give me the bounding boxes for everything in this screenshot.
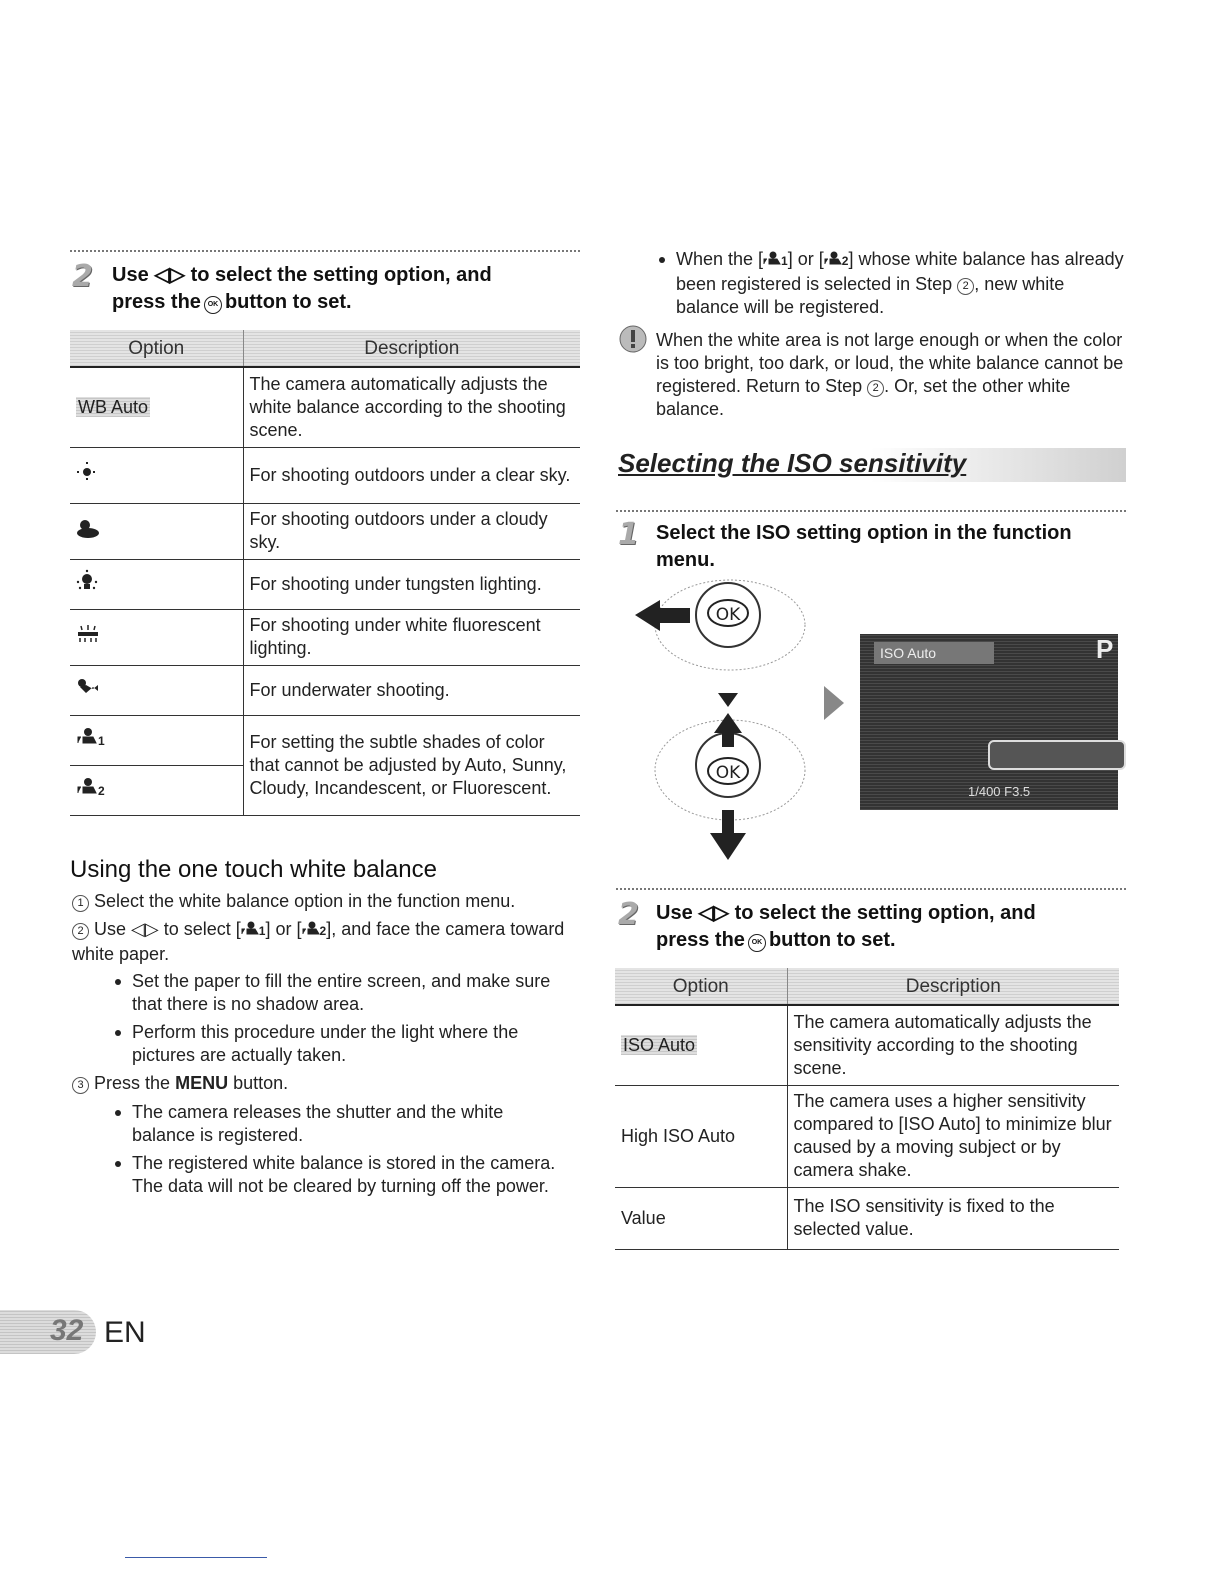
divider	[616, 888, 1126, 890]
sunny-icon	[76, 461, 98, 483]
table-row	[615, 1005, 1119, 1085]
step-instruction: Use ◁▷ to select the setting option, and press the OK button to set.	[112, 264, 492, 313]
procedure-step-2: 2 Use ◁▷ to select [ 1] or [ 2], and face the camera toward white paper.	[72, 919, 565, 964]
row-description: For shooting under white fluorescent lighting.	[243, 609, 580, 665]
row-description: For underwater shooting.	[243, 665, 580, 715]
screen-menu-label: ISO Auto	[874, 642, 994, 664]
svg-text:OK: OK	[715, 605, 741, 625]
table-row	[70, 367, 580, 447]
row-description: For shooting under tungsten lighting.	[243, 559, 580, 609]
row-description: The camera automatically adjusts the sensitivity according to the shooting scene.	[787, 1005, 1119, 1085]
screen-selection-frame	[988, 740, 1126, 770]
iso-table	[615, 968, 1119, 1250]
option-iso-auto: ISO Auto	[623, 1034, 696, 1055]
ok-button-icon: OK	[748, 934, 766, 952]
one-touch-wb2-icon	[76, 777, 98, 795]
row-description: For shooting outdoors under a cloudy sky.	[243, 503, 580, 559]
next-arrow-icon	[822, 678, 848, 728]
option-value: Value	[615, 1187, 787, 1249]
option-wb-auto: WB Auto	[78, 396, 149, 417]
one-touch-wb2-icon	[302, 921, 320, 935]
bullet-item: Set the paper to fill the entire screen, and make sure that there is no shadow area.	[132, 970, 562, 1016]
procedure-step-3: 3 Press the MENU button.	[72, 1072, 572, 1095]
step-instruction: Select the ISO setting option in the function menu.	[656, 522, 1072, 571]
control-dial-illustration	[630, 575, 830, 865]
bullet-item: When the [ 1] or [ 2] whose white balance has already been registered is selected in Step 2 , new white balance will be registered.	[676, 248, 1126, 319]
svg-text:OK: OK	[715, 763, 741, 783]
section-heading: Using the one touch white balance	[70, 856, 437, 883]
column-header-option: Option	[70, 330, 243, 367]
left-right-arrows-icon: ◁▷	[698, 902, 730, 924]
table-row	[70, 609, 580, 665]
row-description: The ISO sensitivity is fixed to the selected value.	[787, 1187, 1119, 1249]
cloudy-icon	[76, 517, 100, 539]
procedure-step-1: 1 Select the white balance option in the function menu.	[72, 890, 572, 913]
table-row	[70, 447, 580, 503]
step-number: 2	[72, 259, 93, 294]
language-code: EN	[104, 1316, 146, 1349]
one-touch-wb2-icon	[824, 251, 842, 265]
row-description: For shooting outdoors under a clear sky.	[243, 447, 580, 503]
one-touch-wb1-icon	[241, 921, 259, 935]
row-description: For setting the subtle shades of color that cannot be adjusted by Auto, Sunny, Cloudy, Incandescent, or Fluorescent.	[243, 715, 580, 815]
screen-readout: 1/400 F3.5	[968, 784, 1031, 799]
option-high-iso-auto: High ISO Auto	[615, 1085, 787, 1187]
table-row	[70, 665, 580, 715]
top-divider-left	[70, 250, 580, 252]
footer-line	[125, 1557, 267, 1558]
table-row	[615, 1187, 1119, 1249]
menu-button-label: MENU	[175, 1073, 229, 1093]
underwater-icon	[76, 677, 100, 697]
row-description: The camera uses a higher sensitivity compared to [ISO Auto] to minimize blur caused by a moving subject or by camera shake.	[787, 1085, 1119, 1187]
bullet-item: Perform this procedure under the light where the pictures are actually taken.	[132, 1021, 562, 1067]
camera-screen	[860, 634, 1118, 810]
column-header-option: Option	[615, 968, 787, 1005]
one-touch-wb1-icon	[763, 251, 781, 265]
step-instruction: Use ◁▷ to select the setting option, and press the OK button to set.	[656, 902, 1036, 951]
section-title: Selecting the ISO sensitivity	[618, 448, 967, 478]
step-number: 2	[618, 897, 639, 932]
table-row	[615, 1085, 1119, 1187]
step-number: 1	[618, 517, 639, 552]
table-row: 2	[70, 765, 580, 815]
left-right-arrows-icon: ◁▷	[154, 264, 186, 286]
left-right-arrows-icon: ◁▷	[131, 919, 159, 939]
divider	[616, 510, 1126, 512]
screen-mode: P	[1096, 634, 1114, 664]
note-icon	[618, 324, 648, 354]
incandescent-icon	[76, 569, 98, 593]
table-row: 1 For setting the subtle shades of color that cannot be adjusted by Auto, Sunny, Cloudy, Incandescent, or Fluorescent.	[70, 715, 580, 765]
table-row	[70, 503, 580, 559]
row-description: The camera automatically adjusts the white balance according to the shooting scene.	[243, 367, 580, 447]
bullet-item: The registered white balance is stored in the camera. The data will not be cleared by turning off the power.	[132, 1152, 572, 1198]
table-row	[70, 559, 580, 609]
column-header-description: Description	[243, 330, 580, 367]
note-text: When the white area is not large enough or when the color is too bright, too dark, or loud, the white balance cannot be registered. Return to Step 2 . Or, set the other white balance.	[656, 330, 1124, 419]
white-balance-table	[70, 330, 580, 816]
column-header-description: Description	[787, 968, 1119, 1005]
one-touch-wb1-icon	[76, 727, 98, 745]
fluorescent-icon	[76, 623, 100, 645]
bullet-item: The camera releases the shutter and the white balance is registered.	[132, 1101, 562, 1147]
page-number: 32	[50, 1314, 84, 1347]
ok-button-icon: OK	[204, 296, 222, 314]
